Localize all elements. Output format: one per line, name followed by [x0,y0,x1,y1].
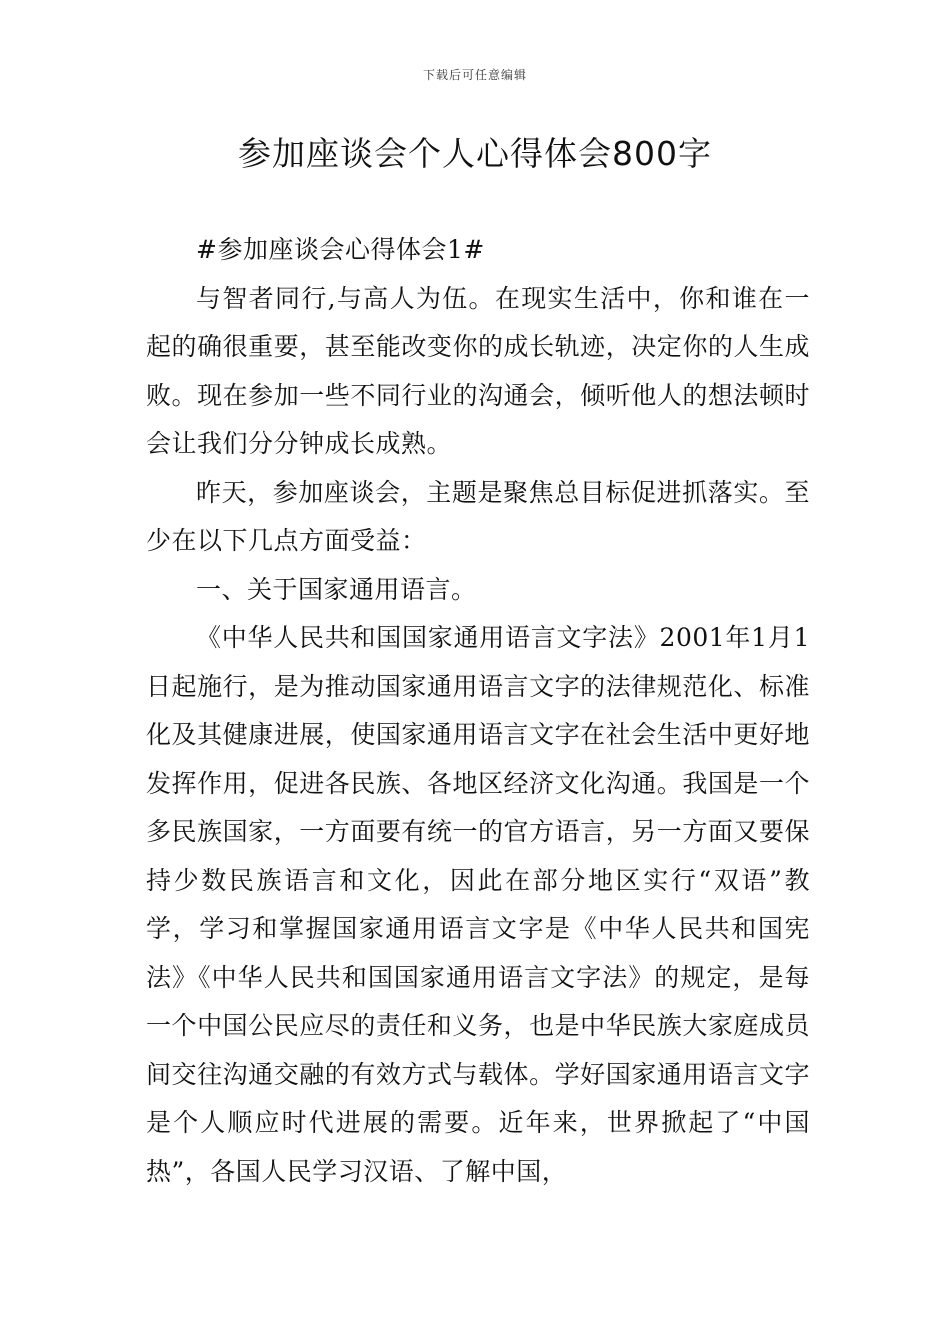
paragraph-language-law: 《中华人民共和国国家通用语言文字法》2001年1月1日起施行，是为推动国家通用语言文字的法律规范化、标准化及其健康进展，使国家通用语言文字在社会生活中更好地发挥作用，促进各民族、各地区经济文化沟通。我国是一个多民族国家，一方面要有统一的官方语言，另一方面又要保持少数民族语言和文化，因此在部分地区实行“双语”教学，学习和掌握国家通用语言文字是《中华人民共和国宪法》《中华人民共和国国家通用语言文字法》的规定，是每一个中国公民应尽的责任和义务，也是中华民族大家庭成员间交往沟通交融的有效方式与载体。学好国家通用语言文字是个人顺应时代进展的需要。近年来，世界掀起了“中国热”，各国人民学习汉语、了解中国， [146,623,810,1186]
header-note: 下载后可任意编辑 [422,68,527,82]
paragraph-intro: 与智者同行,与高人为伍。在现实生活中，你和谁在一起的确很重要，甚至能改变你的成长轨迹，决定你的人生成败。现在参加一些不同行业的沟通会，倾听他人的想法顿时会让我们分分钟成长成熟。 [146,283,810,458]
paragraph-point-one: 一、关于国家通用语言。 [196,574,477,604]
paragraph-meeting: 昨天，参加座谈会，主题是聚焦总目标促进抓落实。至少在以下几点方面受益： [146,477,810,555]
document-body [146,226,810,1196]
document-title: 参加座谈会个人心得体会800字 [238,134,712,173]
paragraph-section-heading: #参加座谈会心得体会1# [196,235,485,264]
